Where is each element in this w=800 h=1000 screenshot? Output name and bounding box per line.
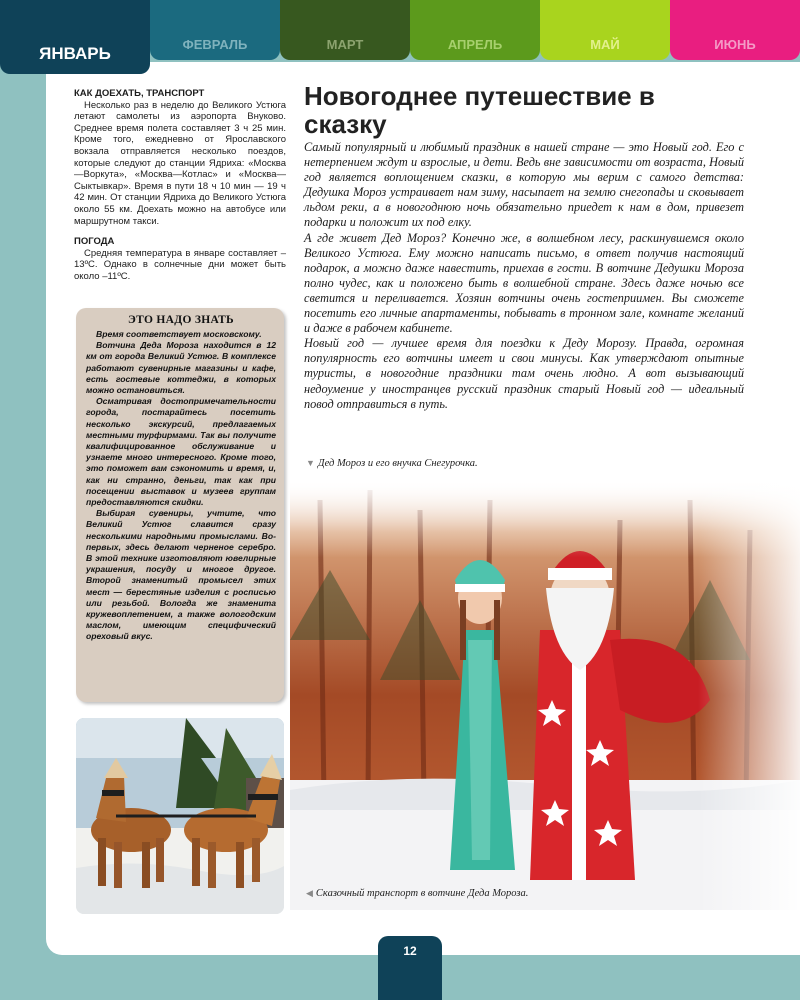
know-title: ЭТО НАДО ЗНАТЬ — [128, 314, 234, 326]
tab-may[interactable]: МАЙ — [540, 0, 670, 60]
article-paragraph: Новый год — лучшее время для поездки к Деду Морозу. Правда, огромная популярность его вотчины имеет и свои минусы. Как утверждают опытные туристы, в новогодние праздники там очень людно. А вот вызывающий недоумение у иностранцев русский праздник старый Новый год — идеальный повод отправиться в путь. — [304, 336, 744, 411]
know-paragraph: Выбирая сувениры, учтите, что Великий Устюг славится сразу несколькими народными промыслами. Во-первых, здесь делают черненое серебро. В этой технике изготовляют ювелирные украшения, посуду и многое другое. Второй знаменитый промысел этих мест — берестяные изделия с росписью или резьбой. Вологда же знаменита кружевоплетением, а также вологодским маслом, имеющим специфический ореховый вкус. — [86, 508, 276, 642]
left-column — [74, 88, 286, 283]
article-title: Новогоднее путешествие в сказку — [304, 81, 655, 139]
triangle-down-icon: ▼ — [306, 458, 315, 468]
know-box — [76, 308, 284, 702]
tab-april[interactable]: АПРЕЛЬ — [410, 0, 540, 60]
page-number: 12 — [378, 936, 442, 1000]
transport-text: Несколько раз в неделю до Великого Устюга летают самолеты из аэропорта Внуково. Среднее время полета составляет 3 ч 25 мин. Кроме того, ежедневно от Ярославского вокзала отправляется несколько поездов, которые следуют до станции Ядриха: «Москва—Воркута», «Москва—Котлас» и «Москва—Сыктывкар». Время в пути 18 ч 10 мин — 19 ч 42 мин. От станции Ядриха до Великого Устюга около 55 км. Доехать можно на автобусе или маршрутном такси. — [74, 99, 286, 227]
weather-heading: ПОГОДА — [74, 236, 115, 248]
article-body — [304, 140, 744, 412]
transport-heading: КАК ДОЕХАТЬ, ТРАНСПОРТ — [74, 88, 205, 99]
know-paragraph: Время соответствует московскому. — [96, 329, 262, 339]
photo-caption: ◀ Сказочный транспорт в вотчине Деда Мороза. — [306, 888, 529, 899]
article-paragraph: А где живет Дед Мороз? Конечно же, в волшебном лесу, раскинувшемся около Великого Устюга. Ему можно написать письмо, в ответ получив настоящий подарок, а можно даже навестить, приехав в гости. В вотчине Дедушки Мороза полно чудес, как и положено быть в волшебной стране. Здесь даже ночью все светится и переливается. Хозяин вотчины очень гостеприимен. Вы сможете посетить его личные апартаменты, побывать в тронном зале, комнате желаний и даже в рабочем кабинете. — [304, 230, 744, 336]
triangle-left-icon: ◀ — [306, 888, 313, 898]
know-paragraph: Осматривая достопримечательности города, постарайтесь посетить несколько экскурсий, предлагаемых местными турфирмами. Так вы получите квалифицированное обслуживание и узнаете много интересного. Кроме того, это поможет вам сэкономить и время, и, как ни странно, деньги, так как при посещении выставок и музеев группам предоставляются скидки. — [86, 396, 276, 508]
tab-january[interactable]: ЯНВАРЬ — [0, 0, 150, 74]
tab-june[interactable]: ИЮНЬ — [670, 0, 800, 60]
horses-photo — [76, 718, 284, 914]
weather-text: Средняя температура в январе составляет –13ºС. Однако в солнечные дни может быть около –11ºС. — [74, 247, 286, 282]
photo-caption: ▼ Дед Мороз и его внучка Снегурочка. — [306, 458, 478, 469]
tab-march[interactable]: МАРТ — [280, 0, 410, 60]
know-paragraph: Вотчина Деда Мороза находится в 12 км от города Великий Устюг. В комплексе работают сувенирные магазины и кафе, есть гостевые коттеджи, в которых можно остановиться. — [86, 340, 276, 396]
santa-photo — [290, 480, 800, 910]
article-paragraph: Самый популярный и любимый праздник в нашей стране — это Новый год. Его с нетерпением ждут и взрослые, и дети. Ведь вне зависимости от возраста, Новый год является воплощением сказки, в которую мы верим с самого детства: Дедушка Мороз устраивает нам зиму, насыпает на землю снегопады и сковывает льдом реки, а в новогоднюю ночь обязательно приедет к нам в дом, привезет подарки и положит их под елку. — [304, 140, 744, 230]
page — [46, 62, 800, 955]
tab-february[interactable]: ФЕВРАЛЬ — [150, 0, 280, 60]
